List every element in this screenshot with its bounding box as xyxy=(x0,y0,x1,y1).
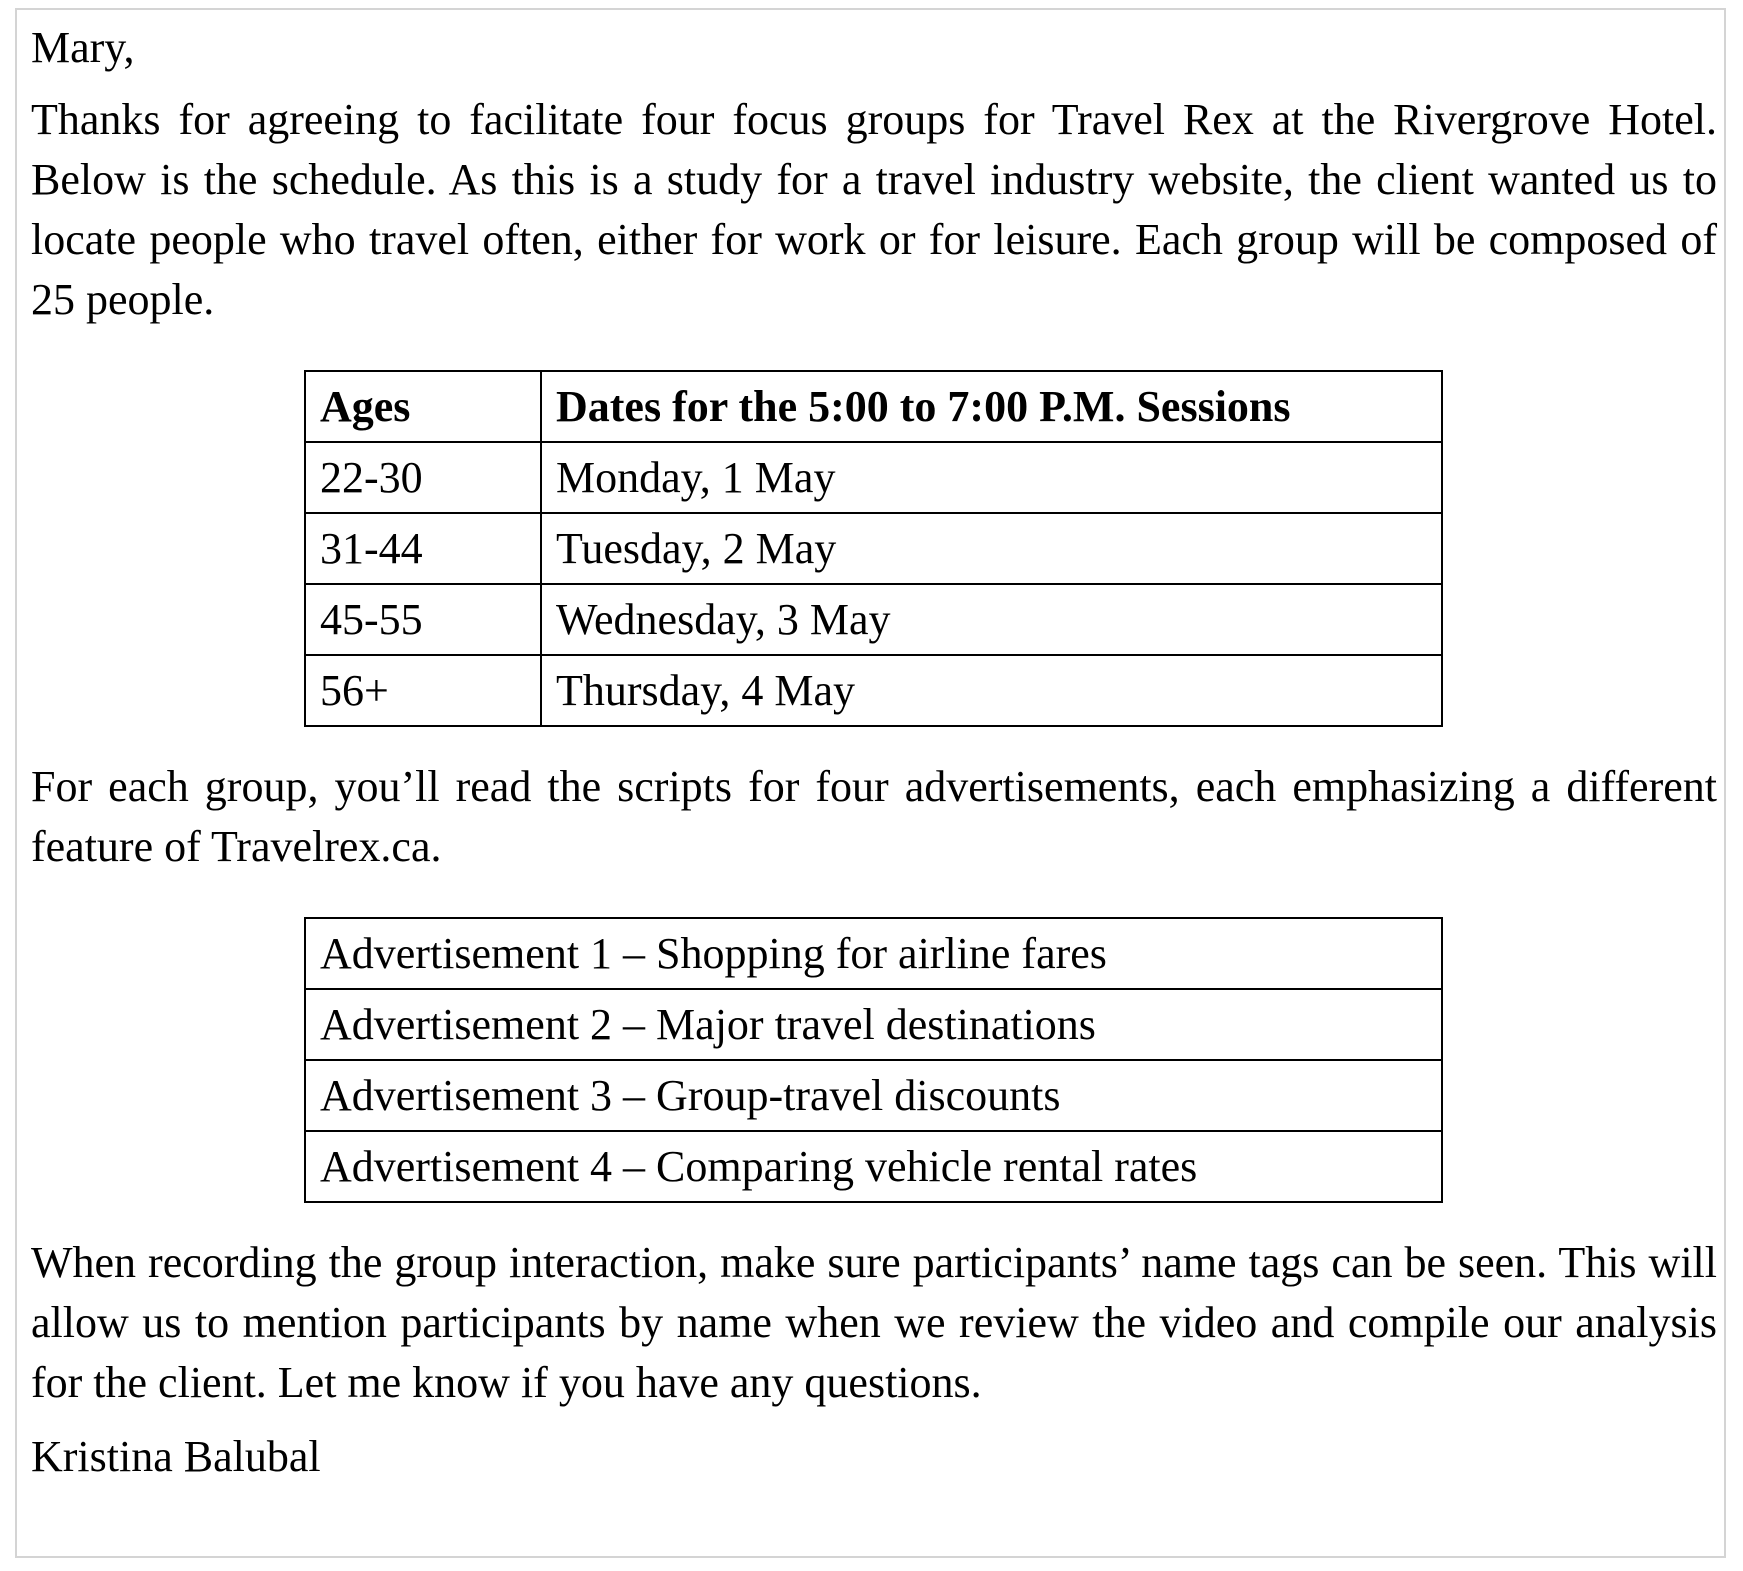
letter-body xyxy=(31,18,1717,1487)
table-row xyxy=(305,918,1442,989)
session-date-cell: Monday, 1 May xyxy=(541,442,1442,513)
advertisement-cell: Advertisement 3 – Group-travel discounts xyxy=(305,1060,1442,1131)
age-range-cell: 45-55 xyxy=(305,584,541,655)
table-row xyxy=(305,989,1442,1060)
table-row xyxy=(305,1131,1442,1202)
recording-paragraph: When recording the group interaction, make sure participants’ name tags can be seen. This will allow us to mention participants by name when we review the video and compile our analysis for the client. Let me know if you have any questions. xyxy=(31,1238,1717,1407)
greeting: Mary, xyxy=(31,23,135,72)
advertisement-cell: Advertisement 2 – Major travel destinations xyxy=(305,989,1442,1060)
schedule-table xyxy=(304,370,1443,727)
age-range-cell: 22-30 xyxy=(305,442,541,513)
intro-paragraph: Thanks for agreeing to facilitate four focus groups for Travel Rex at the Rivergrove Hotel. Below is the schedule. As this is a study for a travel industry website, the client wanted us to locate people who travel often, either for work or for leisure. Each group will be composed of 25 people. xyxy=(31,95,1717,324)
advertisement-cell: Advertisement 1 – Shopping for airline fares xyxy=(305,918,1442,989)
table-row xyxy=(305,584,1442,655)
schedule-header-row xyxy=(305,371,1442,442)
table-row xyxy=(305,513,1442,584)
age-range-cell: 31-44 xyxy=(305,513,541,584)
session-date-cell: Thursday, 4 May xyxy=(541,655,1442,726)
ages-header: Ages xyxy=(305,371,541,442)
age-range-cell: 56+ xyxy=(305,655,541,726)
session-date-cell: Tuesday, 2 May xyxy=(541,513,1442,584)
table-row xyxy=(305,1060,1442,1131)
table-row xyxy=(305,655,1442,726)
session-date-cell: Wednesday, 3 May xyxy=(541,584,1442,655)
advertisements-paragraph: For each group, you’ll read the scripts for four advertisements, each emphasizing a different feature of Travelrex.ca. xyxy=(31,762,1717,871)
signature: Kristina Balubal xyxy=(31,1432,321,1481)
advertisement-cell: Advertisement 4 – Comparing vehicle rental rates xyxy=(305,1131,1442,1202)
table-row xyxy=(305,442,1442,513)
dates-header: Dates for the 5:00 to 7:00 P.M. Sessions xyxy=(541,371,1442,442)
advertisements-table xyxy=(304,917,1443,1203)
